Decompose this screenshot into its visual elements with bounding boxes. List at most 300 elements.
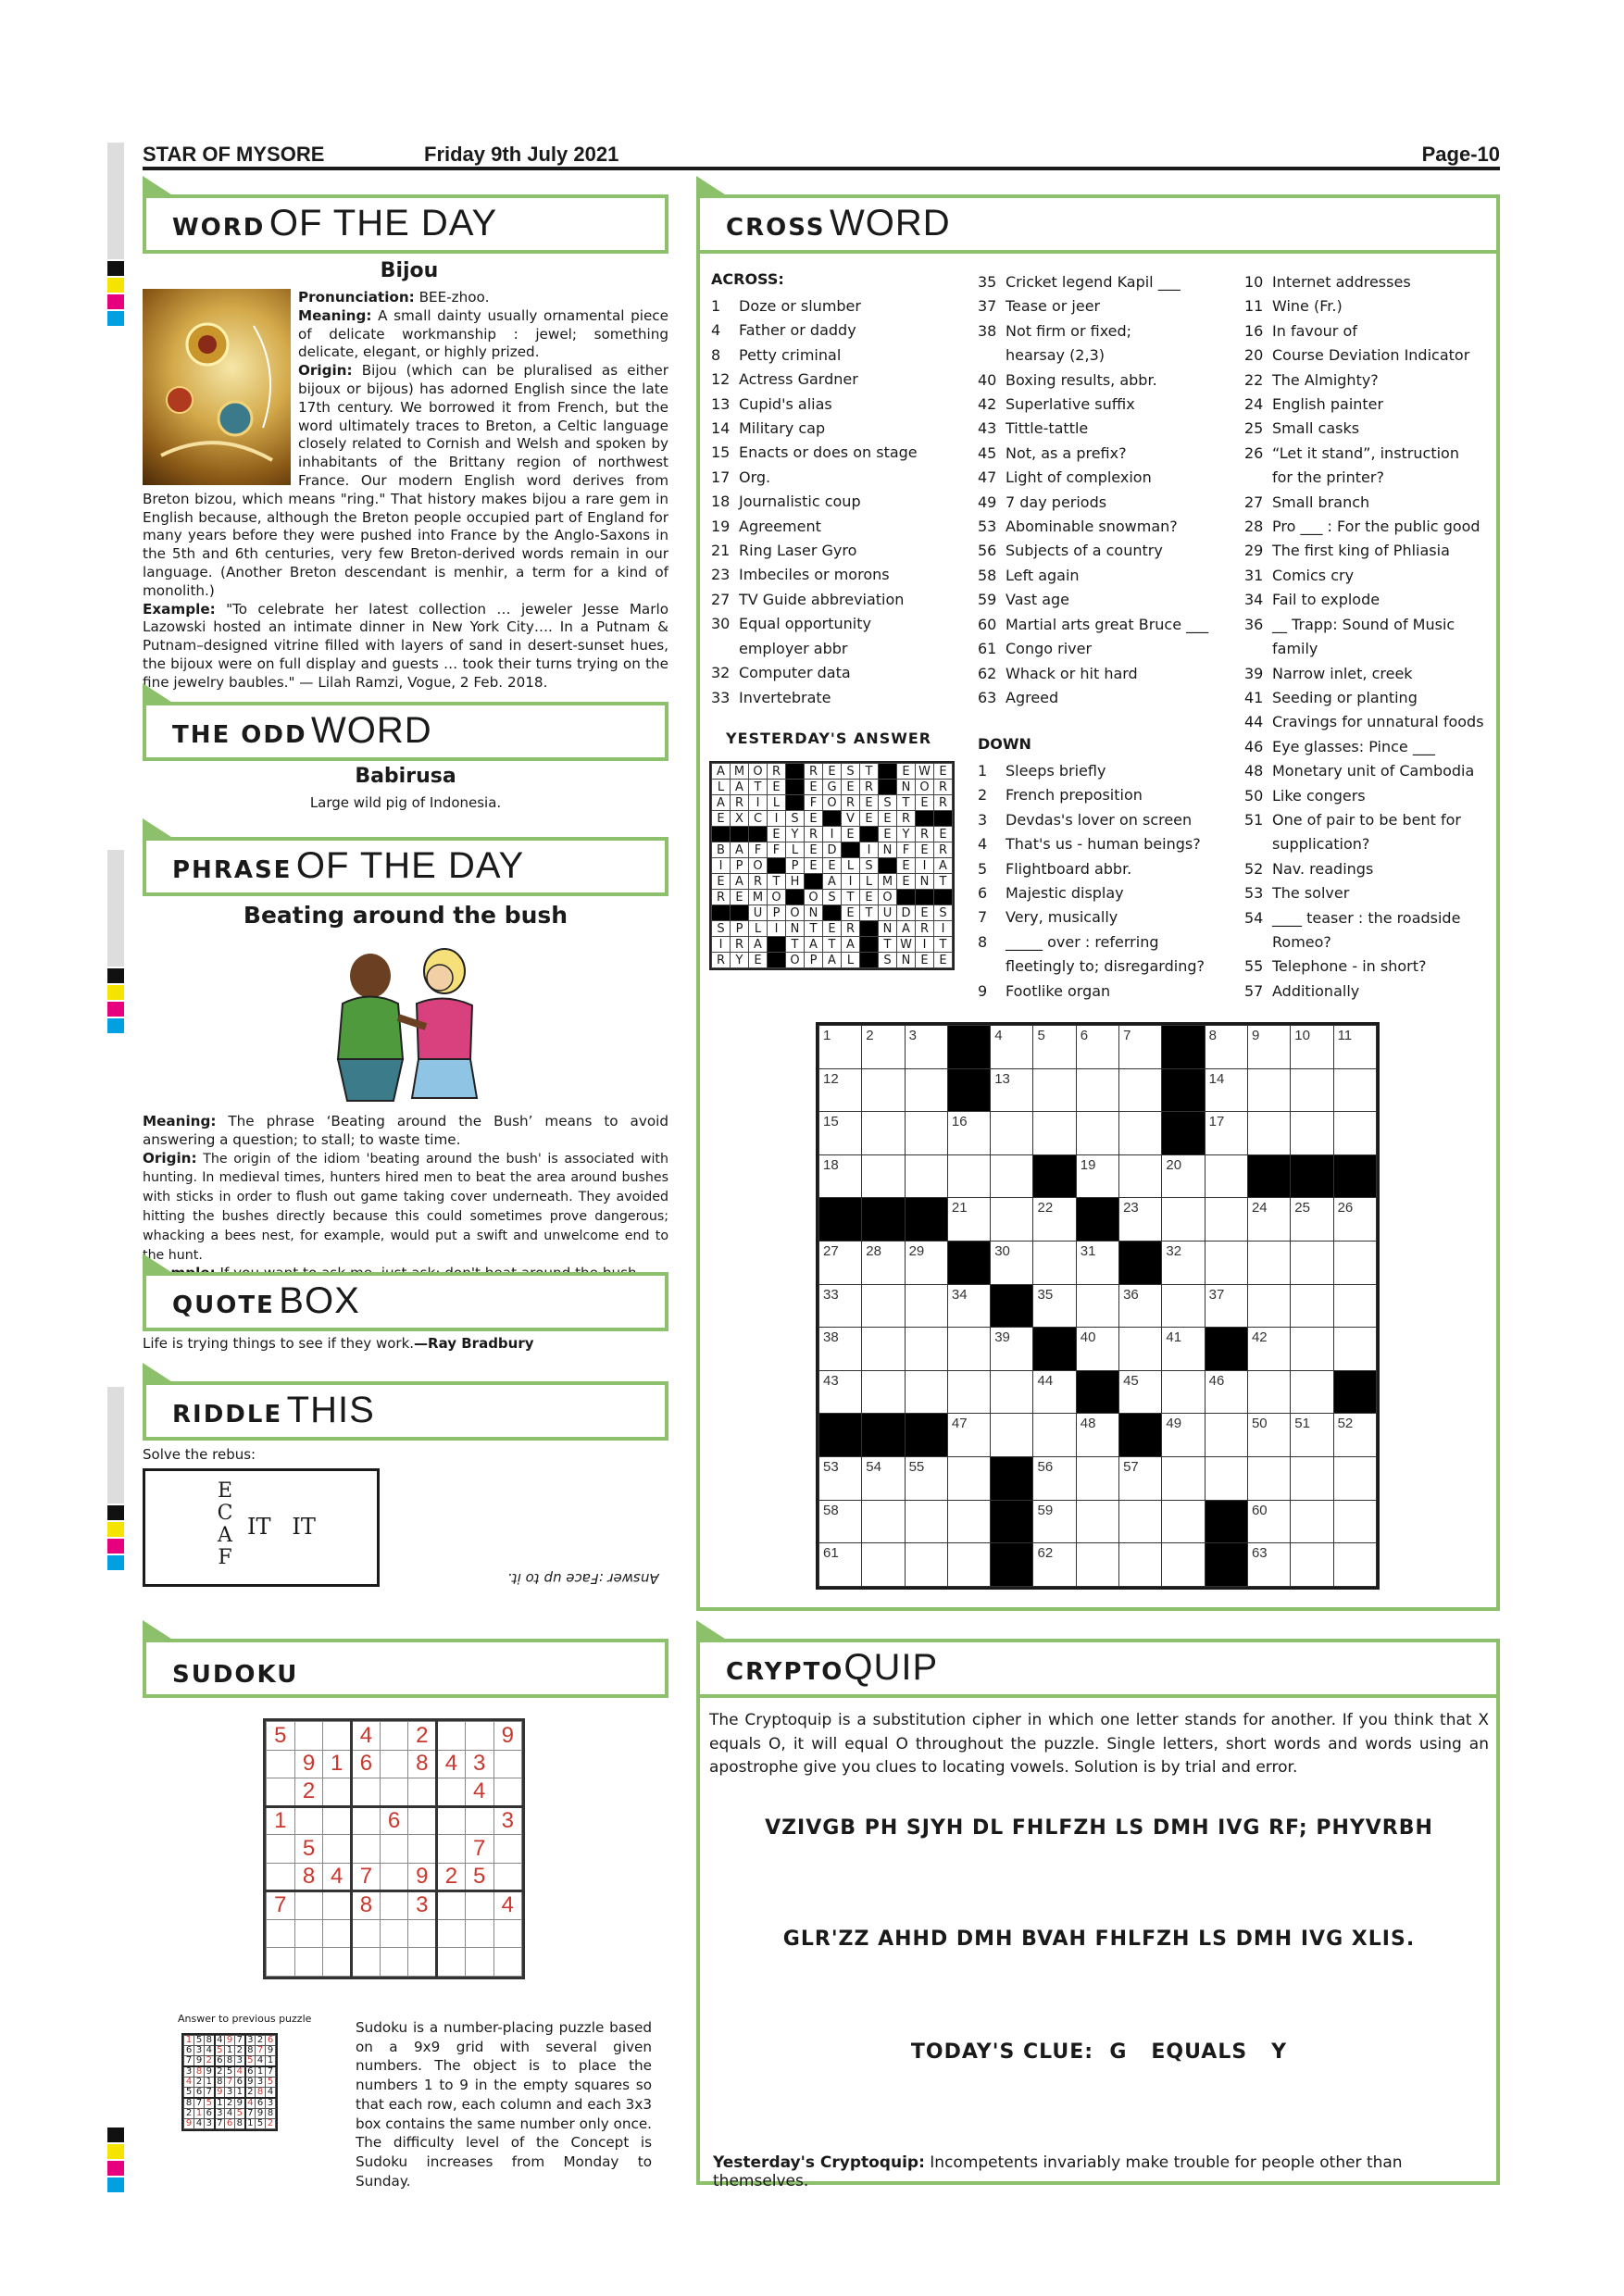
sudoku-cell[interactable]: [437, 1835, 466, 1864]
cell-number: 42: [1251, 1329, 1268, 1346]
answer-cell: E: [768, 780, 786, 795]
clue-item: [978, 417, 1237, 441]
crossword-cell[interactable]: [947, 1414, 990, 1457]
answer-cell: F: [768, 842, 786, 858]
crossword-black-cell: [1033, 1328, 1076, 1371]
crossword-cell[interactable]: [1162, 1456, 1205, 1500]
clue-item: [978, 980, 1237, 1004]
crossword-cell[interactable]: [1247, 1328, 1290, 1371]
sudoku-answer-cell: 5: [225, 2066, 235, 2078]
sudoku-cell[interactable]: [380, 1891, 408, 1920]
crossword-cell[interactable]: [1333, 1500, 1376, 1543]
crossword-cell[interactable]: [1205, 1414, 1247, 1457]
phrase-origin-label: Origin:: [143, 1149, 197, 1167]
sudoku-cell[interactable]: [408, 1778, 437, 1807]
sudoku-cell[interactable]: 4: [437, 1750, 466, 1778]
crossword-cell[interactable]: [819, 1543, 862, 1587]
crossword-cell[interactable]: [905, 1456, 947, 1500]
crossword-cell[interactable]: [1333, 1456, 1376, 1500]
sudoku-answer-cell: 2: [194, 2078, 205, 2088]
crossword-cell[interactable]: [1033, 1370, 1076, 1414]
sudoku-answer-cell: 3: [184, 2066, 194, 2078]
crossword-title-big: WORD: [829, 203, 951, 243]
crossword-cell[interactable]: [1291, 1112, 1333, 1155]
sudoku-cell[interactable]: [294, 1919, 323, 1948]
crossword-cell[interactable]: [1333, 1112, 1376, 1155]
sudoku-answer-cell: 9: [215, 2088, 225, 2099]
crossword-cell[interactable]: [947, 1500, 990, 1543]
answer-cell: [934, 811, 953, 827]
answer-cell: E: [934, 764, 953, 780]
crossword-cell[interactable]: [1205, 1370, 1247, 1414]
crossword-cell[interactable]: [991, 1112, 1033, 1155]
clue-number: 54: [1244, 908, 1264, 927]
crossword-cell[interactable]: [1333, 1284, 1376, 1328]
crossword-cell[interactable]: [819, 1500, 862, 1543]
sudoku-cell[interactable]: 2: [294, 1778, 323, 1807]
crossword-cell[interactable]: [905, 1112, 947, 1155]
phrase-origin: The origin of the idiom 'beating around the bush' is associated with hunting. In medieval times, hunters hired men to beat the area around bushes with sticks in order to flush out game taking cover underneath. They avoided hitting the bushes directly because this could sometimes prove dangerous; whacking a bees nest, for example, would put a swift and unwelcome end to the hunt.: [143, 1151, 668, 1263]
crossword-cell[interactable]: [862, 1284, 905, 1328]
sudoku-cell[interactable]: 5: [465, 1863, 493, 1891]
sudoku-cell[interactable]: [437, 1891, 466, 1920]
cryptoquip-title-big: QUIP: [843, 1647, 939, 1688]
crossword-cell[interactable]: [1291, 1068, 1333, 1112]
sudoku-cell[interactable]: [323, 1919, 352, 1948]
crossword-cell[interactable]: [1033, 1068, 1076, 1112]
sudoku-cell[interactable]: 4: [352, 1722, 381, 1751]
crossword-cell[interactable]: [1119, 1370, 1162, 1414]
crossword-cell[interactable]: [1247, 1026, 1290, 1069]
sudoku-cell[interactable]: 3: [493, 1806, 522, 1835]
answer-cell: S: [879, 953, 897, 968]
crossword-cell[interactable]: [819, 1026, 862, 1069]
clue-number: 39: [1244, 664, 1264, 682]
crossword-cell[interactable]: [991, 1068, 1033, 1112]
crossword-cell[interactable]: [1076, 1026, 1118, 1069]
crossword-cell[interactable]: [1033, 1543, 1076, 1587]
crossword-cell[interactable]: [862, 1154, 905, 1198]
clue-item: [978, 442, 1237, 466]
crossword-cell[interactable]: [1247, 1370, 1290, 1414]
crossword-cell[interactable]: [947, 1328, 990, 1371]
sudoku-cell[interactable]: [380, 1750, 408, 1778]
sudoku-cell[interactable]: [267, 1948, 295, 1977]
crossword-black-cell: [1119, 1414, 1162, 1457]
crossword-cell[interactable]: [1291, 1500, 1333, 1543]
yesterday-answer-label: YESTERDAY'S ANSWER: [726, 730, 932, 747]
crossword-cell[interactable]: [1033, 1026, 1076, 1069]
sudoku-cell[interactable]: 3: [408, 1891, 437, 1920]
crossword-cell[interactable]: [1291, 1414, 1333, 1457]
crossword-cell[interactable]: [1033, 1414, 1076, 1457]
crossword-cell[interactable]: [1247, 1284, 1290, 1328]
crossword-cell[interactable]: [1205, 1241, 1247, 1284]
answer-cell: E: [879, 827, 897, 842]
cryptoquip-yesterday-label: Yesterday's Cryptoquip:: [713, 2153, 925, 2172]
crossword-cell[interactable]: [1333, 1328, 1376, 1371]
clue-text: Agreed: [1006, 688, 1059, 706]
answer-cell: N: [916, 874, 934, 890]
sudoku-cell[interactable]: [294, 1806, 323, 1835]
example-text: "To celebrate her latest collection … jeweler Jesse Marlo Lazowski hosted an intimate dinner in New York City…. In a Putnam & Putnam–designed vitrine filled with layers of sand in desert-sunset hues, the bijoux were on full display and guests … took their turns trying on the fine jewelry baubles." — Lilah Ramzi, Vogue, 2 Feb. 2018.: [143, 600, 668, 691]
sudoku-cell[interactable]: [465, 1948, 493, 1977]
crossword-cell[interactable]: [819, 1241, 862, 1284]
crossword-cell[interactable]: [862, 1500, 905, 1543]
crossword-cell[interactable]: [905, 1500, 947, 1543]
crossword-cell[interactable]: [1247, 1112, 1290, 1155]
crossword-cell[interactable]: [1076, 1154, 1118, 1198]
crossword-cell[interactable]: [1162, 1370, 1205, 1414]
crossword-cell[interactable]: [991, 1198, 1033, 1242]
answer-cell: [768, 953, 786, 968]
answer-cell: R: [749, 874, 768, 890]
crossword-cell[interactable]: [862, 1456, 905, 1500]
answer-cell: E: [823, 764, 842, 780]
crossword-cell[interactable]: [991, 1414, 1033, 1457]
sudoku-cell[interactable]: 8: [408, 1750, 437, 1778]
crossword-cell[interactable]: [947, 1198, 990, 1242]
crossword-cell[interactable]: [1247, 1500, 1290, 1543]
crossword-cell[interactable]: [1076, 1456, 1118, 1500]
crossword-cell[interactable]: [862, 1370, 905, 1414]
crossword-cell[interactable]: [1162, 1414, 1205, 1457]
sudoku-cell[interactable]: [323, 1806, 352, 1835]
crossword-cell[interactable]: [862, 1026, 905, 1069]
sudoku-cell[interactable]: [352, 1948, 381, 1977]
sudoku-answer-cell: 5: [194, 2036, 205, 2046]
sudoku-cell[interactable]: 5: [267, 1722, 295, 1751]
crossword-cell[interactable]: [1247, 1241, 1290, 1284]
crossword-cell[interactable]: [905, 1026, 947, 1069]
crossword-cell[interactable]: [862, 1112, 905, 1155]
crossword-cell[interactable]: [1205, 1198, 1247, 1242]
crossword-cell[interactable]: [819, 1370, 862, 1414]
crossword-cell[interactable]: [1076, 1500, 1118, 1543]
sudoku-cell[interactable]: [323, 1778, 352, 1807]
sudoku-cell[interactable]: [465, 1806, 493, 1835]
crossword-cell[interactable]: [991, 1154, 1033, 1198]
crossword-cell[interactable]: [1291, 1370, 1333, 1414]
sudoku-cell[interactable]: 7: [352, 1863, 381, 1891]
crossword-cell[interactable]: [1291, 1328, 1333, 1371]
clue-item: [711, 368, 961, 392]
crossword-cell[interactable]: [1119, 1284, 1162, 1328]
sudoku-cell[interactable]: [380, 1722, 408, 1751]
crossword-cell[interactable]: [1162, 1198, 1205, 1242]
answer-cell: E: [731, 890, 749, 905]
crossword-cell[interactable]: [1076, 1068, 1118, 1112]
clue-text: Romeo?: [1272, 932, 1331, 951]
wotd-title-box: [143, 194, 668, 254]
answer-cell: B: [712, 842, 731, 858]
answer-cell: R: [934, 780, 953, 795]
sudoku-answer-cell: 6: [245, 2066, 256, 2078]
crossword-cell[interactable]: [1033, 1241, 1076, 1284]
answer-cell: E: [805, 842, 823, 858]
crossword-cell[interactable]: [1119, 1026, 1162, 1069]
sudoku-cell[interactable]: [323, 1948, 352, 1977]
crossword-cell[interactable]: [1333, 1068, 1376, 1112]
sudoku-cell[interactable]: 2: [437, 1863, 466, 1891]
crossword-cell[interactable]: [1119, 1543, 1162, 1587]
clue-text: Subjects of a country: [1006, 542, 1163, 560]
sudoku-cell[interactable]: [380, 1835, 408, 1864]
sudoku-cell[interactable]: [493, 1863, 522, 1891]
sudoku-cell[interactable]: [267, 1919, 295, 1948]
crossword-cell[interactable]: [1291, 1026, 1333, 1069]
sudoku-cell[interactable]: [408, 1948, 437, 1977]
sudoku-cell[interactable]: [380, 1948, 408, 1977]
sudoku-cell[interactable]: [437, 1919, 466, 1948]
clue-number: 46: [1244, 737, 1264, 755]
clue-number: 47: [978, 468, 997, 487]
sudoku-cell[interactable]: 2: [408, 1722, 437, 1751]
crossword-cell[interactable]: [1033, 1112, 1076, 1155]
crossword-cell[interactable]: [991, 1370, 1033, 1414]
crossword-cell[interactable]: [819, 1112, 862, 1155]
clue-column-1: [711, 294, 961, 710]
down-heading: DOWN: [978, 735, 1031, 753]
sudoku-cell[interactable]: 6: [352, 1750, 381, 1778]
crossword-cell[interactable]: [1162, 1154, 1205, 1198]
sudoku-cell[interactable]: [352, 1778, 381, 1807]
sudoku-cell[interactable]: [465, 1919, 493, 1948]
sudoku-cell[interactable]: [294, 1948, 323, 1977]
pron-label: Pronunciation:: [298, 289, 415, 306]
crossword-cell[interactable]: [1162, 1500, 1205, 1543]
clue-number: 2: [978, 786, 988, 805]
answer-cell: E: [842, 780, 860, 795]
crossword-cell[interactable]: [1076, 1543, 1118, 1587]
crossword-cell[interactable]: [947, 1284, 990, 1328]
crossword-cell[interactable]: [905, 1370, 947, 1414]
answer-cell: E: [860, 890, 879, 905]
crossword-cell[interactable]: [1205, 1284, 1247, 1328]
crossword-cell[interactable]: [1333, 1198, 1376, 1242]
answer-cell: L: [860, 874, 879, 890]
sudoku-cell[interactable]: [493, 1778, 522, 1807]
crossword-cell[interactable]: [1291, 1456, 1333, 1500]
clue-item: [1244, 442, 1494, 466]
crossword-cell[interactable]: [1033, 1500, 1076, 1543]
crossword-cell[interactable]: [1076, 1112, 1118, 1155]
crossword-cell[interactable]: [947, 1112, 990, 1155]
crossword-cell[interactable]: [1205, 1456, 1247, 1500]
crossword-cell[interactable]: [1076, 1284, 1118, 1328]
crossword-cell[interactable]: [1247, 1198, 1290, 1242]
sudoku-cell[interactable]: [493, 1919, 522, 1948]
sudoku-cell[interactable]: 9: [294, 1750, 323, 1778]
clue-item: [978, 759, 1237, 783]
sudoku-cell[interactable]: [352, 1919, 381, 1948]
sudoku-cell[interactable]: 9: [493, 1722, 522, 1751]
cell-number: 15: [823, 1114, 839, 1130]
crossword-cell[interactable]: [905, 1543, 947, 1587]
crossword-cell[interactable]: [1162, 1284, 1205, 1328]
crossword-cell[interactable]: [1205, 1026, 1247, 1069]
crossword-cell[interactable]: [1333, 1543, 1376, 1587]
crossword-cell[interactable]: [1162, 1328, 1205, 1371]
answer-cell: D: [897, 905, 916, 921]
crossword-cell[interactable]: [1291, 1198, 1333, 1242]
crossword-cell[interactable]: [819, 1328, 862, 1371]
crossword-cell[interactable]: [1291, 1241, 1333, 1284]
sudoku-cell[interactable]: [465, 1722, 493, 1751]
crossword-cell[interactable]: [1162, 1543, 1205, 1587]
crossword-cell[interactable]: [1033, 1284, 1076, 1328]
crossword-cell[interactable]: [1119, 1328, 1162, 1371]
sudoku-cell[interactable]: [352, 1835, 381, 1864]
sudoku-cell[interactable]: 5: [294, 1835, 323, 1864]
cell-number: 37: [1208, 1286, 1225, 1303]
answer-cell: [879, 764, 897, 780]
crossword-cell[interactable]: [862, 1543, 905, 1587]
sudoku-cell[interactable]: [267, 1750, 295, 1778]
sudoku-cell[interactable]: [380, 1778, 408, 1807]
crossword-cell[interactable]: [1247, 1456, 1290, 1500]
sudoku-cell[interactable]: [267, 1863, 295, 1891]
sudoku-cell[interactable]: [408, 1806, 437, 1835]
sudoku-cell[interactable]: 7: [267, 1891, 295, 1920]
crossword-cell[interactable]: [819, 1068, 862, 1112]
sudoku-cell[interactable]: [408, 1919, 437, 1948]
crossword-cell[interactable]: [1291, 1284, 1333, 1328]
sudoku-cell[interactable]: [352, 1806, 381, 1835]
sudoku-answer-cell: 4: [194, 2119, 205, 2129]
crossword-cell[interactable]: [991, 1026, 1033, 1069]
clue-text: Father or daddy: [739, 321, 856, 340]
crossword-cell[interactable]: [1076, 1241, 1118, 1284]
answer-cell: N: [879, 842, 897, 858]
crossword-cell[interactable]: [991, 1241, 1033, 1284]
crossword-cell[interactable]: [1033, 1198, 1076, 1242]
sudoku-cell[interactable]: 7: [465, 1835, 493, 1864]
sudoku-cell[interactable]: [437, 1722, 466, 1751]
sudoku-cell[interactable]: [267, 1835, 295, 1864]
crossword-cell[interactable]: [819, 1456, 862, 1500]
crossword-cell[interactable]: [862, 1328, 905, 1371]
sudoku-cell[interactable]: [294, 1722, 323, 1751]
crossword-cell[interactable]: [1205, 1068, 1247, 1112]
crossword-cell[interactable]: [1119, 1500, 1162, 1543]
crossword-cell[interactable]: [905, 1328, 947, 1371]
crossword-cell[interactable]: [1205, 1154, 1247, 1198]
sudoku-cell[interactable]: [437, 1948, 466, 1977]
crossword-cell[interactable]: [1247, 1543, 1290, 1587]
cell-number: 18: [823, 1156, 839, 1173]
crossword-cell[interactable]: [1291, 1543, 1333, 1587]
sudoku-answer-cell: 2: [235, 2046, 245, 2056]
crossword-black-cell: [862, 1198, 905, 1242]
crossword-cell[interactable]: [1119, 1198, 1162, 1242]
sudoku-cell[interactable]: [380, 1919, 408, 1948]
crossword-cell[interactable]: [905, 1241, 947, 1284]
sudoku-cell[interactable]: [437, 1778, 466, 1807]
sudoku-cell[interactable]: 4: [465, 1778, 493, 1807]
crossword-cell[interactable]: [1119, 1154, 1162, 1198]
cryptoquip-yesterday-text: Incompetents invariably make trouble for people other than themselves.: [713, 2153, 1403, 2190]
crossword-cell[interactable]: [1333, 1414, 1376, 1457]
crossword-cell[interactable]: [947, 1154, 990, 1198]
sudoku-cell[interactable]: [408, 1835, 437, 1864]
crossword-cell[interactable]: [1076, 1414, 1118, 1457]
sudoku-cell[interactable]: [380, 1863, 408, 1891]
sudoku-cell[interactable]: 8: [352, 1891, 381, 1920]
crossword-cell[interactable]: [905, 1154, 947, 1198]
sudoku-cell[interactable]: [323, 1891, 352, 1920]
answer-cell: T: [934, 937, 953, 953]
crossword-cell[interactable]: [1076, 1328, 1118, 1371]
sudoku-cell[interactable]: [493, 1948, 522, 1977]
sudoku-cell[interactable]: [294, 1891, 323, 1920]
answer-cell: L: [749, 921, 768, 937]
crossword-cell[interactable]: [947, 1456, 990, 1500]
clue-number: 13: [711, 394, 731, 413]
sudoku-cell[interactable]: [465, 1891, 493, 1920]
sudoku-cell[interactable]: 1: [323, 1750, 352, 1778]
sudoku-cell[interactable]: [437, 1806, 466, 1835]
answer-cell: A: [842, 937, 860, 953]
sudoku-answer-cell: 4: [245, 2098, 256, 2109]
clue-text: Cravings for unnatural foods: [1272, 713, 1484, 731]
sudoku-cell[interactable]: 3: [465, 1750, 493, 1778]
crossword-black-cell: [991, 1543, 1033, 1587]
sudoku-cell[interactable]: 8: [294, 1863, 323, 1891]
sudoku-grid: [263, 1718, 525, 1979]
crossword-cell[interactable]: [1119, 1456, 1162, 1500]
sudoku-cell[interactable]: 9: [408, 1863, 437, 1891]
crossword-cell[interactable]: [1205, 1112, 1247, 1155]
sudoku-cell[interactable]: 1: [267, 1806, 295, 1835]
crossword-cell[interactable]: [819, 1284, 862, 1328]
sudoku-cell[interactable]: [493, 1750, 522, 1778]
crossword-cell[interactable]: [819, 1154, 862, 1198]
crossword-cell[interactable]: [1033, 1456, 1076, 1500]
crossword-cell[interactable]: [1162, 1241, 1205, 1284]
sudoku-cell[interactable]: 4: [323, 1863, 352, 1891]
crossword-cell[interactable]: [1333, 1026, 1376, 1069]
crossword-cell[interactable]: [1247, 1068, 1290, 1112]
page-number: Page-10: [1421, 143, 1500, 166]
crossword-cell[interactable]: [862, 1241, 905, 1284]
sudoku-answer-cell: 9: [184, 2119, 194, 2129]
crossword-cell[interactable]: [905, 1284, 947, 1328]
quote-body: [143, 1335, 668, 1352]
crossword-cell[interactable]: [862, 1068, 905, 1112]
answer-cell: V: [842, 811, 860, 827]
crossword-cell[interactable]: [947, 1370, 990, 1414]
crossword-cell[interactable]: [991, 1328, 1033, 1371]
crossword-cell[interactable]: [947, 1543, 990, 1587]
sudoku-cell[interactable]: [323, 1835, 352, 1864]
sudoku-cell[interactable]: 4: [493, 1891, 522, 1920]
answer-cell: I: [749, 795, 768, 811]
sudoku-cell[interactable]: 6: [380, 1806, 408, 1835]
sudoku-answer-cell: 6: [215, 2056, 225, 2067]
crossword-cell[interactable]: [1119, 1112, 1162, 1155]
crossword-cell[interactable]: [1333, 1241, 1376, 1284]
cryptoquip-clue: TODAY'S CLUE: G EQUALS Y: [910, 2040, 1288, 2064]
sudoku-cell[interactable]: [493, 1835, 522, 1864]
sudoku-cell[interactable]: [267, 1778, 295, 1807]
sudoku-cell[interactable]: [323, 1722, 352, 1751]
crossword-cell[interactable]: [905, 1068, 947, 1112]
crossword-cell[interactable]: [1247, 1414, 1290, 1457]
cell-number: 5: [1037, 1028, 1045, 1043]
crossword-cell[interactable]: [1119, 1068, 1162, 1112]
clue-item: [711, 393, 961, 417]
